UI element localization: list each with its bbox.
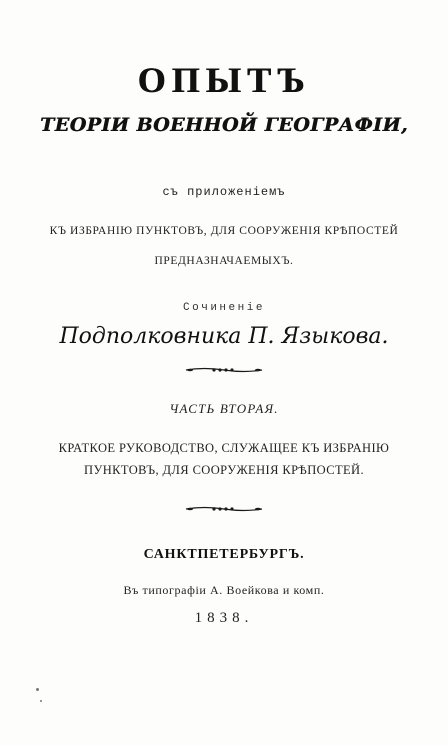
ornament-divider-icon — [184, 504, 264, 514]
appendix-line-2: ПРЕДНАЗНАЧАЕМЫХЪ. — [154, 255, 294, 267]
composition-label: Сочиненіе — [183, 302, 265, 314]
summary-line-2: ПУНКТОВЪ, ДЛЯ СООРУЖЕНІЯ КРѢПОСТЕЙ. — [84, 463, 364, 477]
with-appendix-text: съ приложеніемъ — [162, 185, 286, 199]
ornament-divider-icon — [184, 365, 264, 375]
appendix-line-1: КЪ ИЗБРАНІЮ ПУНКТОВЪ, ДЛЯ СООРУЖЕНІЯ КРѢПОСТЕЙ — [49, 225, 399, 237]
author-name: Подполковника П. Языкова. — [59, 324, 389, 349]
paper-speck — [40, 700, 42, 702]
imprint-year: 1838. — [194, 610, 254, 626]
summary-line-1: КРАТКОЕ РУКОВОДСТВО, СЛУЖАЩЕЕ КЪ ИЗБРАНІЮ — [58, 441, 390, 455]
book-subtitle: ТЕОРІИ ВОЕННОЙ ГЕОГРАФІИ, — [39, 114, 409, 136]
imprint-city: САНКТПЕТЕРБУРГЪ. — [143, 547, 305, 562]
imprint-printer: Въ типографіи А. Воейкова и комп. — [123, 583, 325, 597]
part-heading: ЧАСТЬ ВТОРАЯ. — [169, 401, 279, 416]
paper-speck — [36, 688, 39, 691]
book-title: ОПЫТЪ — [137, 60, 311, 100]
